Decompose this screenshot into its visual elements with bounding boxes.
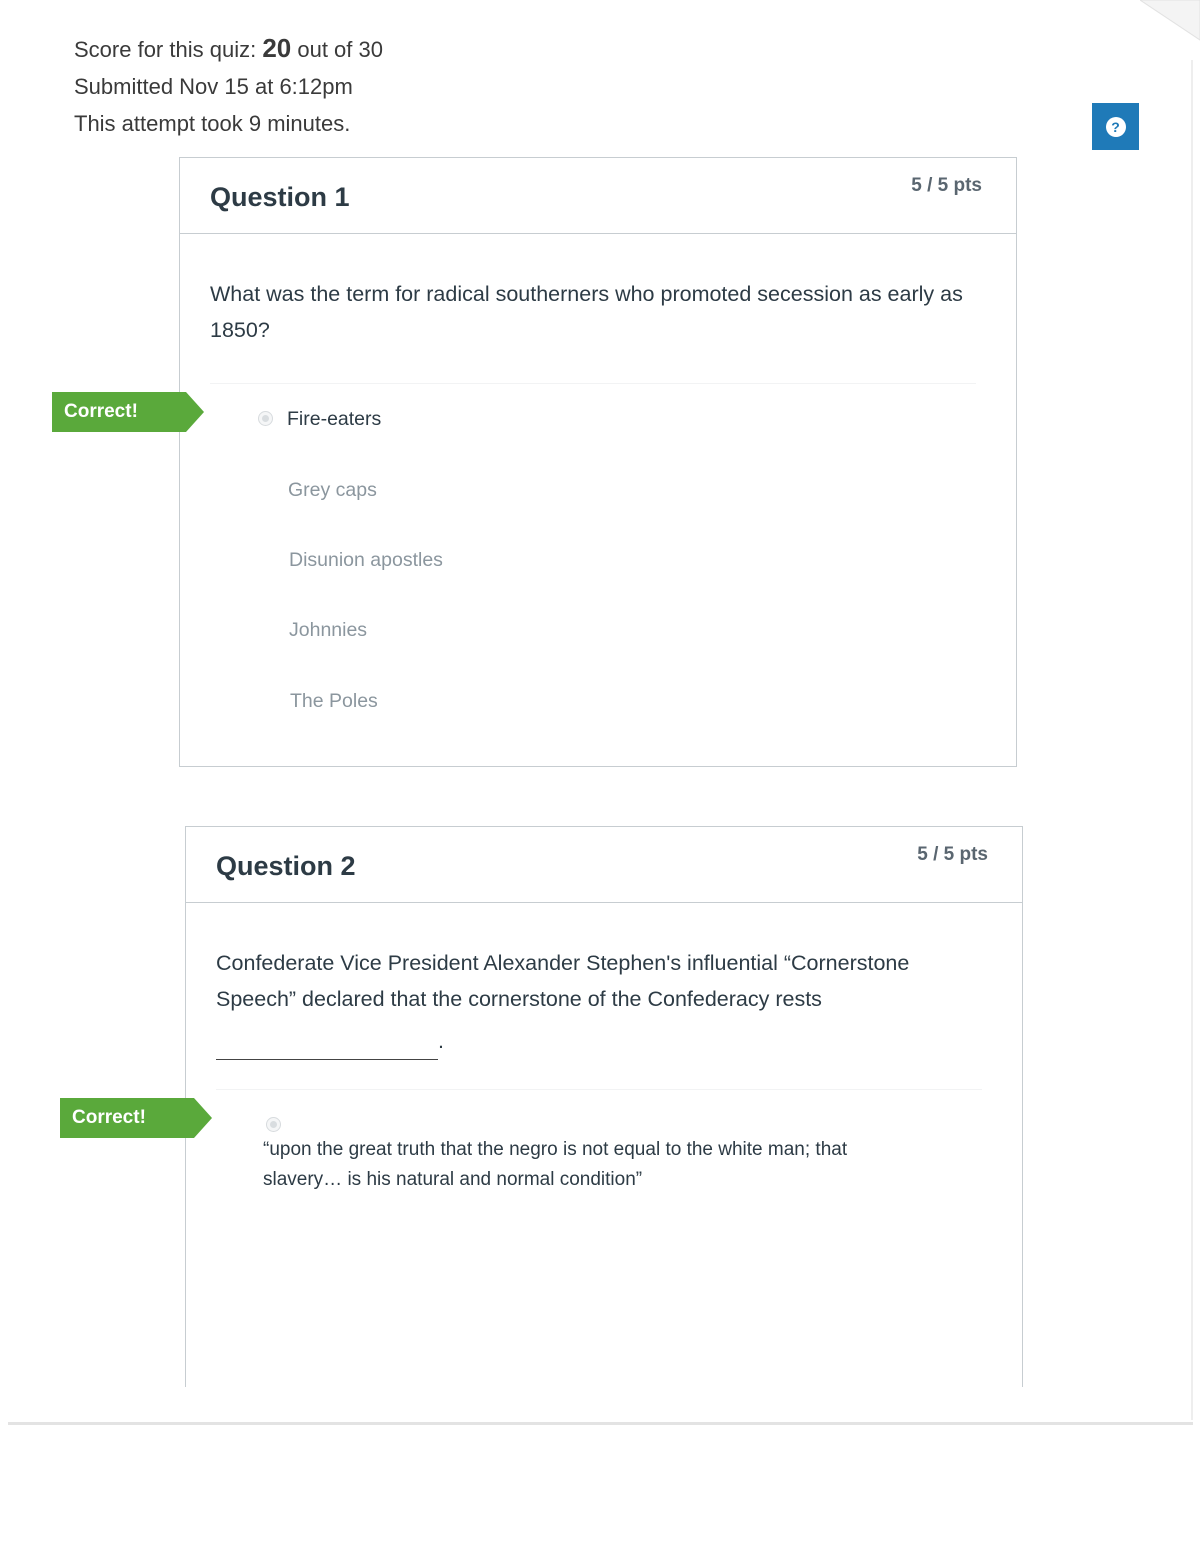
page-corner-fold [1140,0,1200,60]
question-2-divider [216,1089,982,1090]
question-1-card [179,157,1017,767]
answer-fire-eaters[interactable]: Fire-eaters [287,408,382,430]
question-2-text-line-1: Confederate Vice President Alexander Stephen's influential “Cornerstone [216,951,910,975]
question-1-text: What was the term for radical southerners who promoted secession as early as 1850? [210,282,963,342]
question-2-text-end: . [438,1029,444,1053]
question-2-card [185,826,1023,1387]
question-1-header [180,158,1016,234]
answer-1-radio[interactable] [258,411,273,426]
question-2-text-line-2: Speech” declared that the cornerstone of the Confederacy rests [216,987,822,1011]
answer-quote-line-2: slavery… is his natural and normal condition” [263,1169,643,1190]
score-total: out of 30 [291,37,383,62]
question-1-points: 5 / 5 pts [911,175,982,196]
help-button[interactable] [1092,103,1139,150]
question-2-text [216,945,996,1060]
answer-quote-line-1: “upon the great truth that the negro is not equal to the white man; that [263,1139,848,1160]
submitted-time: Submitted Nov 15 at 6:12pm [74,74,353,99]
answer-cornerstone-quote[interactable] [263,1135,847,1195]
quiz-summary [74,30,383,142]
correct-badge-question-1: Correct! [52,392,186,432]
answer-the-poles[interactable]: The Poles [290,690,378,712]
fill-in-blank [216,1023,438,1060]
help-circle-icon: ? [1106,117,1126,137]
page-edge-shadow [1191,60,1193,1420]
question-1-title: Question 1 [210,182,350,212]
score-line [74,30,383,68]
correct-badge-question-2: Correct! [60,1098,194,1138]
answer-johnnies[interactable]: Johnnies [289,619,368,641]
answer-grey-caps[interactable]: Grey caps [288,479,377,501]
question-2-title: Question 2 [216,851,356,881]
question-2-points: 5 / 5 pts [917,844,988,865]
attempt-duration: This attempt took 9 minutes. [74,111,351,136]
answer-2-radio[interactable] [266,1117,281,1132]
score-label: Score for this quiz: [74,37,263,62]
answer-disunion-apostles[interactable]: Disunion apostles [289,549,443,571]
score-value: 20 [262,33,292,63]
question-1-divider [210,383,976,384]
question-2-blank-line [216,1023,996,1060]
page-bottom-border [8,1422,1193,1425]
question-2-header [186,827,1022,903]
